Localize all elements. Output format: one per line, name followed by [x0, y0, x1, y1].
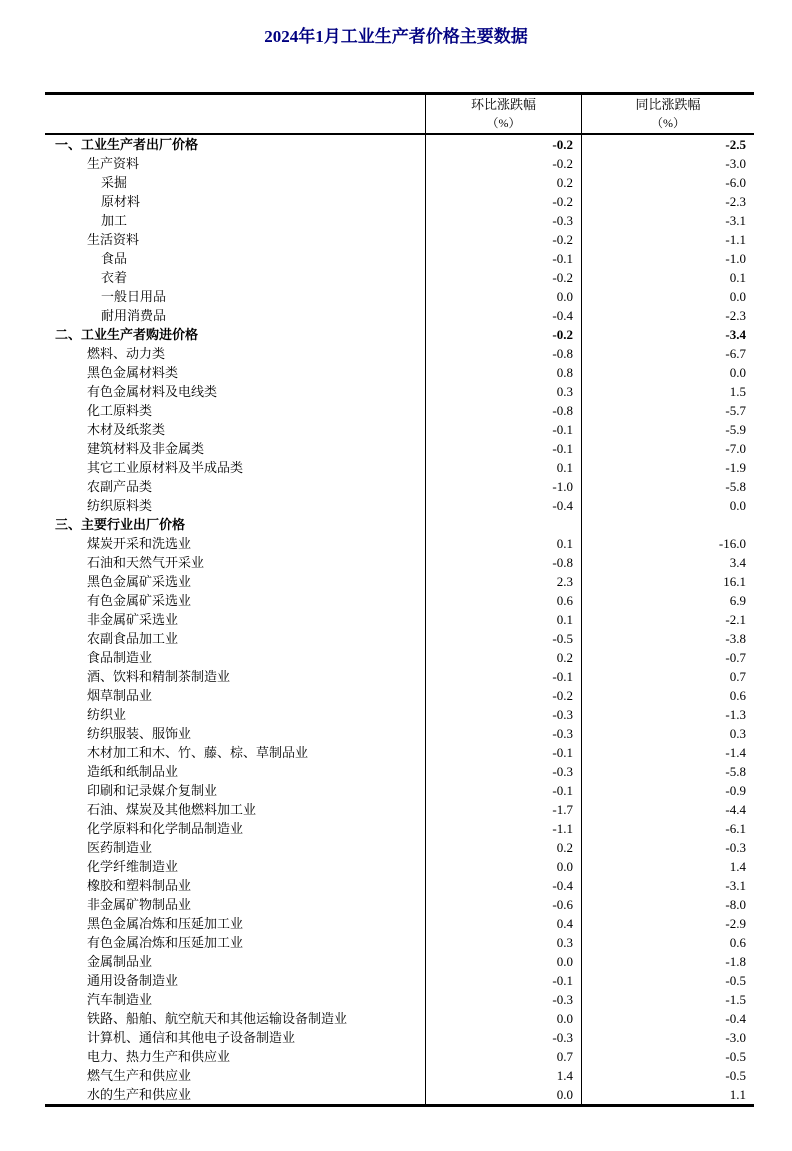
table-row: [45, 154, 754, 173]
table-row: [45, 1009, 754, 1028]
row-mom-value: -0.8: [426, 553, 582, 572]
row-yoy-value: -2.5: [582, 134, 755, 154]
row-yoy-value: 16.1: [582, 572, 755, 591]
row-mom-value: -0.4: [426, 876, 582, 895]
row-label: 医药制造业: [87, 840, 153, 855]
table-row: [45, 211, 754, 230]
row-yoy-value: 0.6: [582, 933, 755, 952]
table-row: [45, 743, 754, 762]
row-yoy-value: -5.8: [582, 762, 755, 781]
row-label: 通用设备制造业: [87, 973, 179, 988]
table-row: [45, 990, 754, 1009]
row-label: 非金属矿采选业: [87, 612, 179, 627]
table-row: [45, 933, 754, 952]
table-row: [45, 952, 754, 971]
row-label: 黑色金属材料类: [87, 365, 179, 380]
row-label: 其它工业原材料及半成品类: [87, 460, 244, 475]
row-mom-value: 2.3: [426, 572, 582, 591]
row-mom-value: -1.1: [426, 819, 582, 838]
row-label: 原材料: [101, 194, 141, 209]
table-row: [45, 382, 754, 401]
row-label: 加工: [101, 213, 128, 228]
row-label: 计算机、通信和其他电子设备制造业: [87, 1030, 296, 1045]
row-label: 非金属矿物制品业: [87, 897, 192, 912]
row-label: 造纸和纸制品业: [87, 764, 179, 779]
row-yoy-value: 0.1: [582, 268, 755, 287]
row-yoy-value: -0.9: [582, 781, 755, 800]
row-mom-value: -0.1: [426, 781, 582, 800]
row-yoy-value: 1.1: [582, 1085, 755, 1106]
row-yoy-value: -5.7: [582, 401, 755, 420]
table-row: [45, 724, 754, 743]
row-mom-value: 0.1: [426, 534, 582, 553]
header-mom-unit: （%）: [486, 116, 521, 130]
table-header: [45, 94, 754, 135]
header-yoy-title: 同比涨跌幅: [635, 97, 701, 112]
table-row: [45, 572, 754, 591]
table-row: [45, 230, 754, 249]
row-mom-value: -0.3: [426, 211, 582, 230]
table-row: [45, 477, 754, 496]
row-yoy-value: -1.4: [582, 743, 755, 762]
row-yoy-value: 3.4: [582, 553, 755, 572]
row-label: 有色金属材料及电线类: [87, 384, 218, 399]
table-row: [45, 800, 754, 819]
row-mom-value: 0.6: [426, 591, 582, 610]
table-row: [45, 401, 754, 420]
row-label: 有色金属矿采选业: [87, 593, 192, 608]
row-mom-value: -0.8: [426, 401, 582, 420]
row-mom-value: 0.0: [426, 952, 582, 971]
row-yoy-value: -7.0: [582, 439, 755, 458]
row-yoy-value: 1.4: [582, 857, 755, 876]
row-mom-value: -0.2: [426, 192, 582, 211]
row-yoy-value: 0.0: [582, 363, 755, 382]
row-mom-value: -1.7: [426, 800, 582, 819]
row-label: 金属制品业: [87, 954, 153, 969]
row-label: 石油和天然气开采业: [87, 555, 205, 570]
row-label: 食品制造业: [87, 650, 153, 665]
row-yoy-value: -1.8: [582, 952, 755, 971]
row-yoy-value: 6.9: [582, 591, 755, 610]
row-label: 黑色金属矿采选业: [87, 574, 192, 589]
row-label: 化学纤维制造业: [87, 859, 179, 874]
row-label: 纺织原料类: [87, 498, 153, 513]
row-label: 三、主要行业出厂价格: [55, 517, 186, 532]
table-row: [45, 1066, 754, 1085]
row-mom-value: -0.3: [426, 762, 582, 781]
row-mom-value: -1.0: [426, 477, 582, 496]
table-row: [45, 268, 754, 287]
row-yoy-value: -0.3: [582, 838, 755, 857]
row-label: 铁路、船舶、航空航天和其他运输设备制造业: [87, 1011, 348, 1026]
row-mom-value: [426, 515, 582, 534]
row-label: 水的生产和供应业: [87, 1087, 192, 1102]
table-row: [45, 344, 754, 363]
table-row: [45, 420, 754, 439]
row-label: 煤炭开采和洗选业: [87, 536, 192, 551]
row-yoy-value: -0.5: [582, 971, 755, 990]
row-label: 农副产品类: [87, 479, 153, 494]
row-yoy-value: -2.3: [582, 192, 755, 211]
row-label: 农副食品加工业: [87, 631, 179, 646]
row-label: 生产资料: [87, 156, 140, 171]
table-row: [45, 496, 754, 515]
row-mom-value: -0.1: [426, 743, 582, 762]
row-yoy-value: -3.1: [582, 876, 755, 895]
row-mom-value: -0.6: [426, 895, 582, 914]
row-label: 有色金属冶炼和压延加工业: [87, 935, 244, 950]
row-label: 木材及纸浆类: [87, 422, 166, 437]
row-label: 燃料、动力类: [87, 346, 166, 361]
row-label: 印刷和记录媒介复制业: [87, 783, 218, 798]
row-yoy-value: 0.0: [582, 496, 755, 515]
table-row: [45, 705, 754, 724]
row-mom-value: -0.3: [426, 1028, 582, 1047]
row-yoy-value: -5.8: [582, 477, 755, 496]
document-page: [0, 26, 792, 1107]
row-label: 烟草制品业: [87, 688, 153, 703]
row-yoy-value: -6.7: [582, 344, 755, 363]
table-body: [45, 134, 754, 1106]
row-label: 电力、热力生产和供应业: [87, 1049, 231, 1064]
row-yoy-value: -4.4: [582, 800, 755, 819]
table-row: [45, 667, 754, 686]
row-label: 衣着: [101, 270, 128, 285]
row-yoy-value: 0.7: [582, 667, 755, 686]
row-mom-value: -0.2: [426, 686, 582, 705]
row-mom-value: 0.0: [426, 857, 582, 876]
row-yoy-value: 0.6: [582, 686, 755, 705]
row-yoy-value: -3.1: [582, 211, 755, 230]
table-row: [45, 781, 754, 800]
row-yoy-value: -1.9: [582, 458, 755, 477]
header-mom-title: 环比涨跌幅: [470, 97, 536, 112]
row-mom-value: -0.3: [426, 990, 582, 1009]
row-label: 木材加工和木、竹、藤、棕、草制品业: [87, 745, 309, 760]
table-row: [45, 287, 754, 306]
row-yoy-value: -1.1: [582, 230, 755, 249]
row-yoy-value: -3.8: [582, 629, 755, 648]
row-mom-value: -0.1: [426, 667, 582, 686]
header-mom-change: [426, 94, 582, 135]
table-row: [45, 553, 754, 572]
row-yoy-value: -2.1: [582, 610, 755, 629]
table-row: [45, 1085, 754, 1106]
row-mom-value: 0.1: [426, 458, 582, 477]
header-indicator-cell: [45, 94, 426, 135]
row-mom-value: 0.0: [426, 1009, 582, 1028]
row-mom-value: 0.1: [426, 610, 582, 629]
row-yoy-value: 0.0: [582, 287, 755, 306]
row-label: 燃气生产和供应业: [87, 1068, 192, 1083]
table-row: [45, 325, 754, 344]
row-yoy-value: -0.4: [582, 1009, 755, 1028]
header-yoy-unit: （%）: [651, 116, 685, 130]
row-label: 纺织服装、服饰业: [87, 726, 192, 741]
row-mom-value: 0.4: [426, 914, 582, 933]
row-mom-value: -0.4: [426, 496, 582, 515]
row-mom-value: -0.1: [426, 439, 582, 458]
row-label: 汽车制造业: [87, 992, 153, 1007]
table-row: [45, 534, 754, 553]
table-row: [45, 306, 754, 325]
row-mom-value: -0.3: [426, 724, 582, 743]
row-mom-value: -0.1: [426, 971, 582, 990]
row-mom-value: -0.4: [426, 306, 582, 325]
row-mom-value: -0.2: [426, 134, 582, 154]
table-row: [45, 971, 754, 990]
row-yoy-value: -3.0: [582, 1028, 755, 1047]
row-label: 化学原料和化学制品制造业: [87, 821, 244, 836]
table-row: [45, 876, 754, 895]
row-yoy-value: -2.3: [582, 306, 755, 325]
row-mom-value: 0.0: [426, 287, 582, 306]
row-label: 黑色金属冶炼和压延加工业: [87, 916, 244, 931]
table-row: [45, 686, 754, 705]
table-row: [45, 838, 754, 857]
table-row: [45, 629, 754, 648]
row-yoy-value: -0.5: [582, 1066, 755, 1085]
row-yoy-value: -2.9: [582, 914, 755, 933]
row-label: 二、工业生产者购进价格: [55, 327, 199, 342]
row-mom-value: 0.7: [426, 1047, 582, 1066]
row-mom-value: 0.2: [426, 838, 582, 857]
table-row: [45, 857, 754, 876]
row-mom-value: 0.3: [426, 933, 582, 952]
page-title: 2024年1月工业生产者价格主要数据: [264, 27, 528, 46]
table-row: [45, 895, 754, 914]
table-row: [45, 458, 754, 477]
row-mom-value: -0.3: [426, 705, 582, 724]
row-label: 一、工业生产者出厂价格: [55, 137, 199, 152]
table-row: [45, 819, 754, 838]
table-row: [45, 192, 754, 211]
row-label: 石油、煤炭及其他燃料加工业: [87, 802, 257, 817]
row-label: 化工原料类: [87, 403, 153, 418]
row-mom-value: 0.0: [426, 1085, 582, 1106]
row-label: 酒、饮料和精制茶制造业: [87, 669, 231, 684]
row-mom-value: -0.1: [426, 249, 582, 268]
row-yoy-value: 1.5: [582, 382, 755, 401]
row-label: 采掘: [101, 175, 128, 190]
table-row: [45, 249, 754, 268]
row-label: 一般日用品: [101, 289, 167, 304]
row-mom-value: 0.2: [426, 648, 582, 667]
row-yoy-value: -3.4: [582, 325, 755, 344]
table-row: [45, 173, 754, 192]
row-mom-value: -0.2: [426, 268, 582, 287]
row-label: 生活资料: [87, 232, 140, 247]
header-yoy-change: [582, 94, 755, 135]
table-row: [45, 591, 754, 610]
row-label: 建筑材料及非金属类: [87, 441, 205, 456]
row-yoy-value: -1.3: [582, 705, 755, 724]
table-row: [45, 515, 754, 534]
table-row: [45, 439, 754, 458]
table-row: [45, 648, 754, 667]
row-label: 耐用消费品: [101, 308, 167, 323]
row-mom-value: -0.5: [426, 629, 582, 648]
row-label: 橡胶和塑料制品业: [87, 878, 192, 893]
row-mom-value: -0.8: [426, 344, 582, 363]
row-mom-value: 1.4: [426, 1066, 582, 1085]
header-row: [45, 94, 754, 135]
row-yoy-value: -6.1: [582, 819, 755, 838]
table-row: [45, 914, 754, 933]
row-yoy-value: -8.0: [582, 895, 755, 914]
table-row: [45, 762, 754, 781]
row-label: 食品: [101, 251, 128, 266]
row-yoy-value: -1.0: [582, 249, 755, 268]
row-yoy-value: [582, 515, 755, 534]
row-mom-value: -0.2: [426, 154, 582, 173]
table-row: [45, 363, 754, 382]
row-mom-value: 0.2: [426, 173, 582, 192]
ppi-data-table: [45, 92, 754, 1107]
row-mom-value: -0.1: [426, 420, 582, 439]
row-mom-value: -0.2: [426, 230, 582, 249]
row-mom-value: 0.8: [426, 363, 582, 382]
row-yoy-value: -16.0: [582, 534, 755, 553]
row-yoy-value: -5.9: [582, 420, 755, 439]
row-yoy-value: -0.7: [582, 648, 755, 667]
table-row: [45, 134, 754, 154]
row-mom-value: -0.2: [426, 325, 582, 344]
table-row: [45, 1047, 754, 1066]
table-row: [45, 1028, 754, 1047]
table-row: [45, 610, 754, 629]
row-yoy-value: -3.0: [582, 154, 755, 173]
row-mom-value: 0.3: [426, 382, 582, 401]
row-yoy-value: -6.0: [582, 173, 755, 192]
row-label: 纺织业: [87, 707, 127, 722]
row-yoy-value: 0.3: [582, 724, 755, 743]
row-yoy-value: -1.5: [582, 990, 755, 1009]
row-yoy-value: -0.5: [582, 1047, 755, 1066]
